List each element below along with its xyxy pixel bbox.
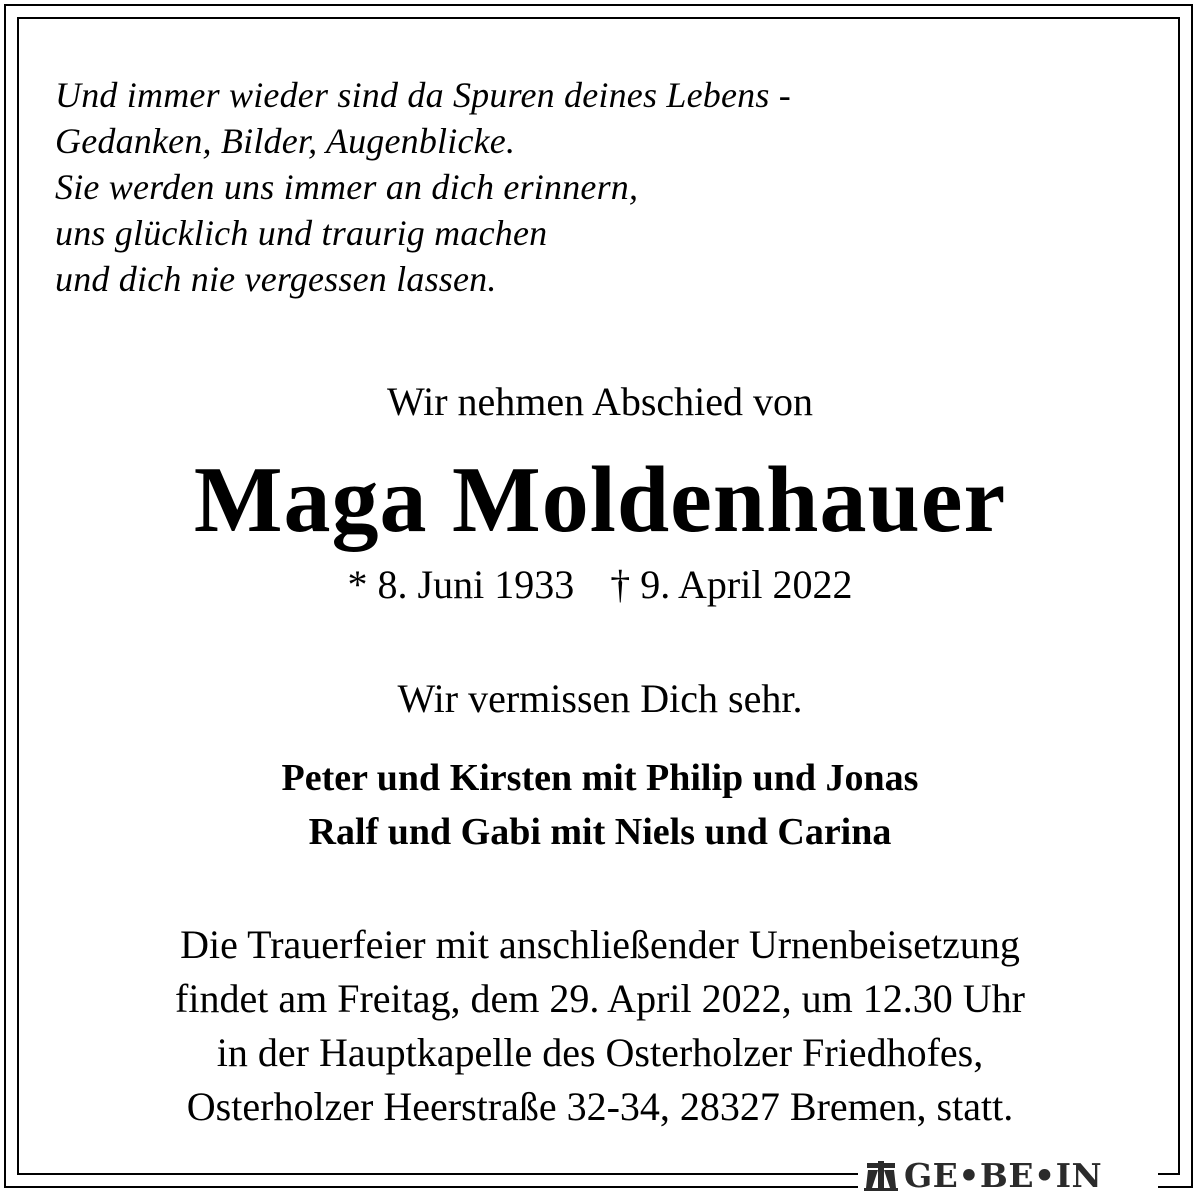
ceremony-line: findet am Freitag, dem 29. April 2022, um 12.30 Uhr (175, 976, 1025, 1021)
ceremony-line: Osterholzer Heerstraße 32-34, 28327 Bremen, statt. (186, 1084, 1014, 1129)
ceremony-line: Die Trauerfeier mit anschließender Urnenbeisetzung (180, 922, 1020, 967)
message-text: Wir vermissen Dich sehr. (397, 676, 803, 721)
poem-line: Sie werden uns immer an dich erinnern, (55, 167, 639, 207)
family-block (0, 751, 1200, 859)
birth-date: * 8. Juni 1933 (347, 562, 575, 607)
family-line: Ralf und Gabi mit Niels und Carina (308, 811, 892, 853)
ceremony-line: in der Hauptkapelle des Osterholzer Friedhofes, (216, 1030, 984, 1075)
poem-line: Und immer wieder sind da Spuren deines Lebens - (55, 75, 791, 115)
logo-text: GE•BE•IN (904, 1156, 1103, 1195)
poem-line: und dich nie vergessen lassen. (55, 259, 497, 299)
ceremony-block (0, 918, 1200, 1134)
family-line: Peter und Kirsten mit Philip und Jonas (281, 757, 919, 799)
deceased-name: Maga Moldenhauer (193, 448, 1007, 552)
gebein-logo-icon (864, 1161, 898, 1191)
poem-line: uns glücklich und traurig machen (55, 213, 548, 253)
death-date: † 9. April 2022 (610, 562, 853, 607)
intro-text: Wir nehmen Abschied von (386, 379, 814, 424)
life-dates (0, 561, 1200, 609)
poem-line: Gedanken, Bilder, Augenblicke. (55, 121, 516, 161)
gebein-logo (864, 1156, 1103, 1195)
poem (55, 72, 791, 302)
